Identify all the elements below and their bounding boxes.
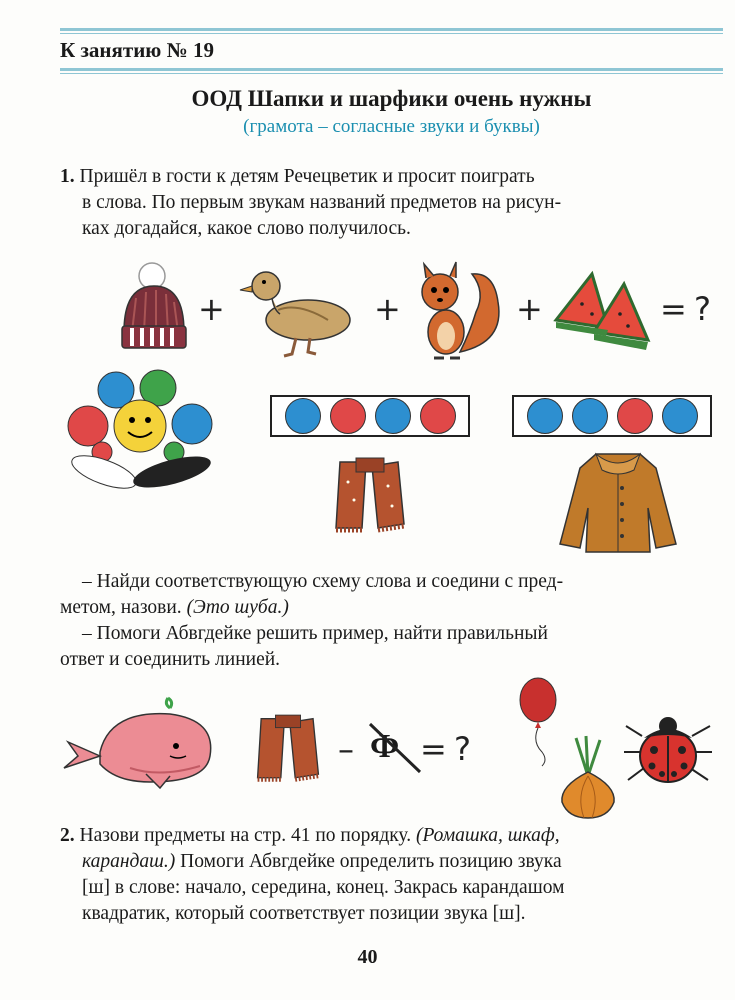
hat-icon xyxy=(118,262,190,354)
watermelon-icon xyxy=(554,270,650,356)
strike-through-line xyxy=(366,718,424,776)
onion-icon[interactable] xyxy=(556,736,620,820)
task2-line1-italic: (Ромашка, шкаф, xyxy=(415,825,560,846)
top-rule xyxy=(60,28,723,31)
scarf-icon-2 xyxy=(254,712,322,788)
scheme1-sound-4 xyxy=(420,398,456,434)
task1-line2: в слова. По первым звукам названий предметов на рисун- xyxy=(82,192,562,213)
question-mark-1: ? xyxy=(694,290,711,328)
squirrel-icon xyxy=(410,262,505,362)
task2-line4: квадратик, который соответствует позиции звука [ш]. xyxy=(82,903,526,924)
instruction-answer: (Это шуба.) xyxy=(186,597,289,618)
task2-line2-italic: карандаш.) xyxy=(82,851,176,872)
instruction-line1: – Найди соответствующую схему слова и соедини с пред- xyxy=(82,571,564,592)
task1-number: 1. xyxy=(60,166,75,187)
plus-3: + xyxy=(516,290,543,328)
balloon-icon[interactable] xyxy=(518,676,560,766)
task2-line3: [ш] в слове: начало, середина, конец. Закрась карандашом xyxy=(82,877,565,898)
scheme2-sound-2 xyxy=(572,398,608,434)
top-rule-thin xyxy=(60,33,723,34)
scheme2-sound-3 xyxy=(617,398,653,434)
flower-character-icon xyxy=(66,368,216,492)
page-title: ООД Шапки и шарфики очень нужны xyxy=(191,86,592,111)
task1-line1: Пришёл в гости к детям Речецветик и просит поиграть xyxy=(79,166,535,187)
duckling-icon xyxy=(238,262,358,358)
header-underline xyxy=(60,68,723,71)
fur-coat-icon[interactable] xyxy=(556,448,680,556)
task2-line2: Помоги Абвгдейке определить позицию звука xyxy=(175,851,562,872)
whale-icon xyxy=(60,694,220,790)
word-scheme-2[interactable] xyxy=(512,395,712,437)
page-number: 40 xyxy=(357,946,378,968)
instructions xyxy=(60,569,723,673)
task1-text xyxy=(60,164,723,242)
header-underline-thin xyxy=(60,73,723,74)
word-scheme-1[interactable] xyxy=(270,395,470,437)
scheme1-sound-1 xyxy=(285,398,321,434)
scarf-icon[interactable] xyxy=(332,458,408,536)
page-subtitle: (грамота – согласные звуки и буквы) xyxy=(243,116,540,137)
plus-2: + xyxy=(374,290,401,328)
task2-line1: Назови предметы на стр. 41 по порядку. xyxy=(79,825,416,846)
minus-sign: – xyxy=(338,730,354,768)
instruction-line3: – Помоги Абвгдейке решить пример, найти правильный xyxy=(82,623,548,644)
scheme2-sound-1 xyxy=(527,398,563,434)
task1-line3: ках догадайся, какое слово получилось. xyxy=(82,218,411,239)
scheme2-sound-4 xyxy=(662,398,698,434)
equals-sign-1: = xyxy=(660,290,687,328)
task2-number: 2. xyxy=(60,825,75,846)
letter-f: Ф xyxy=(370,728,400,765)
plus-1: + xyxy=(198,290,225,328)
scheme1-sound-3 xyxy=(375,398,411,434)
task2-text xyxy=(60,823,723,927)
scheme1-sound-2 xyxy=(330,398,366,434)
instruction-line4: ответ и соединить линией. xyxy=(60,649,281,670)
equals-sign-2: = xyxy=(420,730,447,768)
ladybug-icon[interactable] xyxy=(622,716,714,788)
lesson-header: К занятию № 19 xyxy=(60,38,214,62)
question-mark-2: ? xyxy=(454,730,471,768)
instruction-line2: метом, назови. xyxy=(60,597,187,618)
